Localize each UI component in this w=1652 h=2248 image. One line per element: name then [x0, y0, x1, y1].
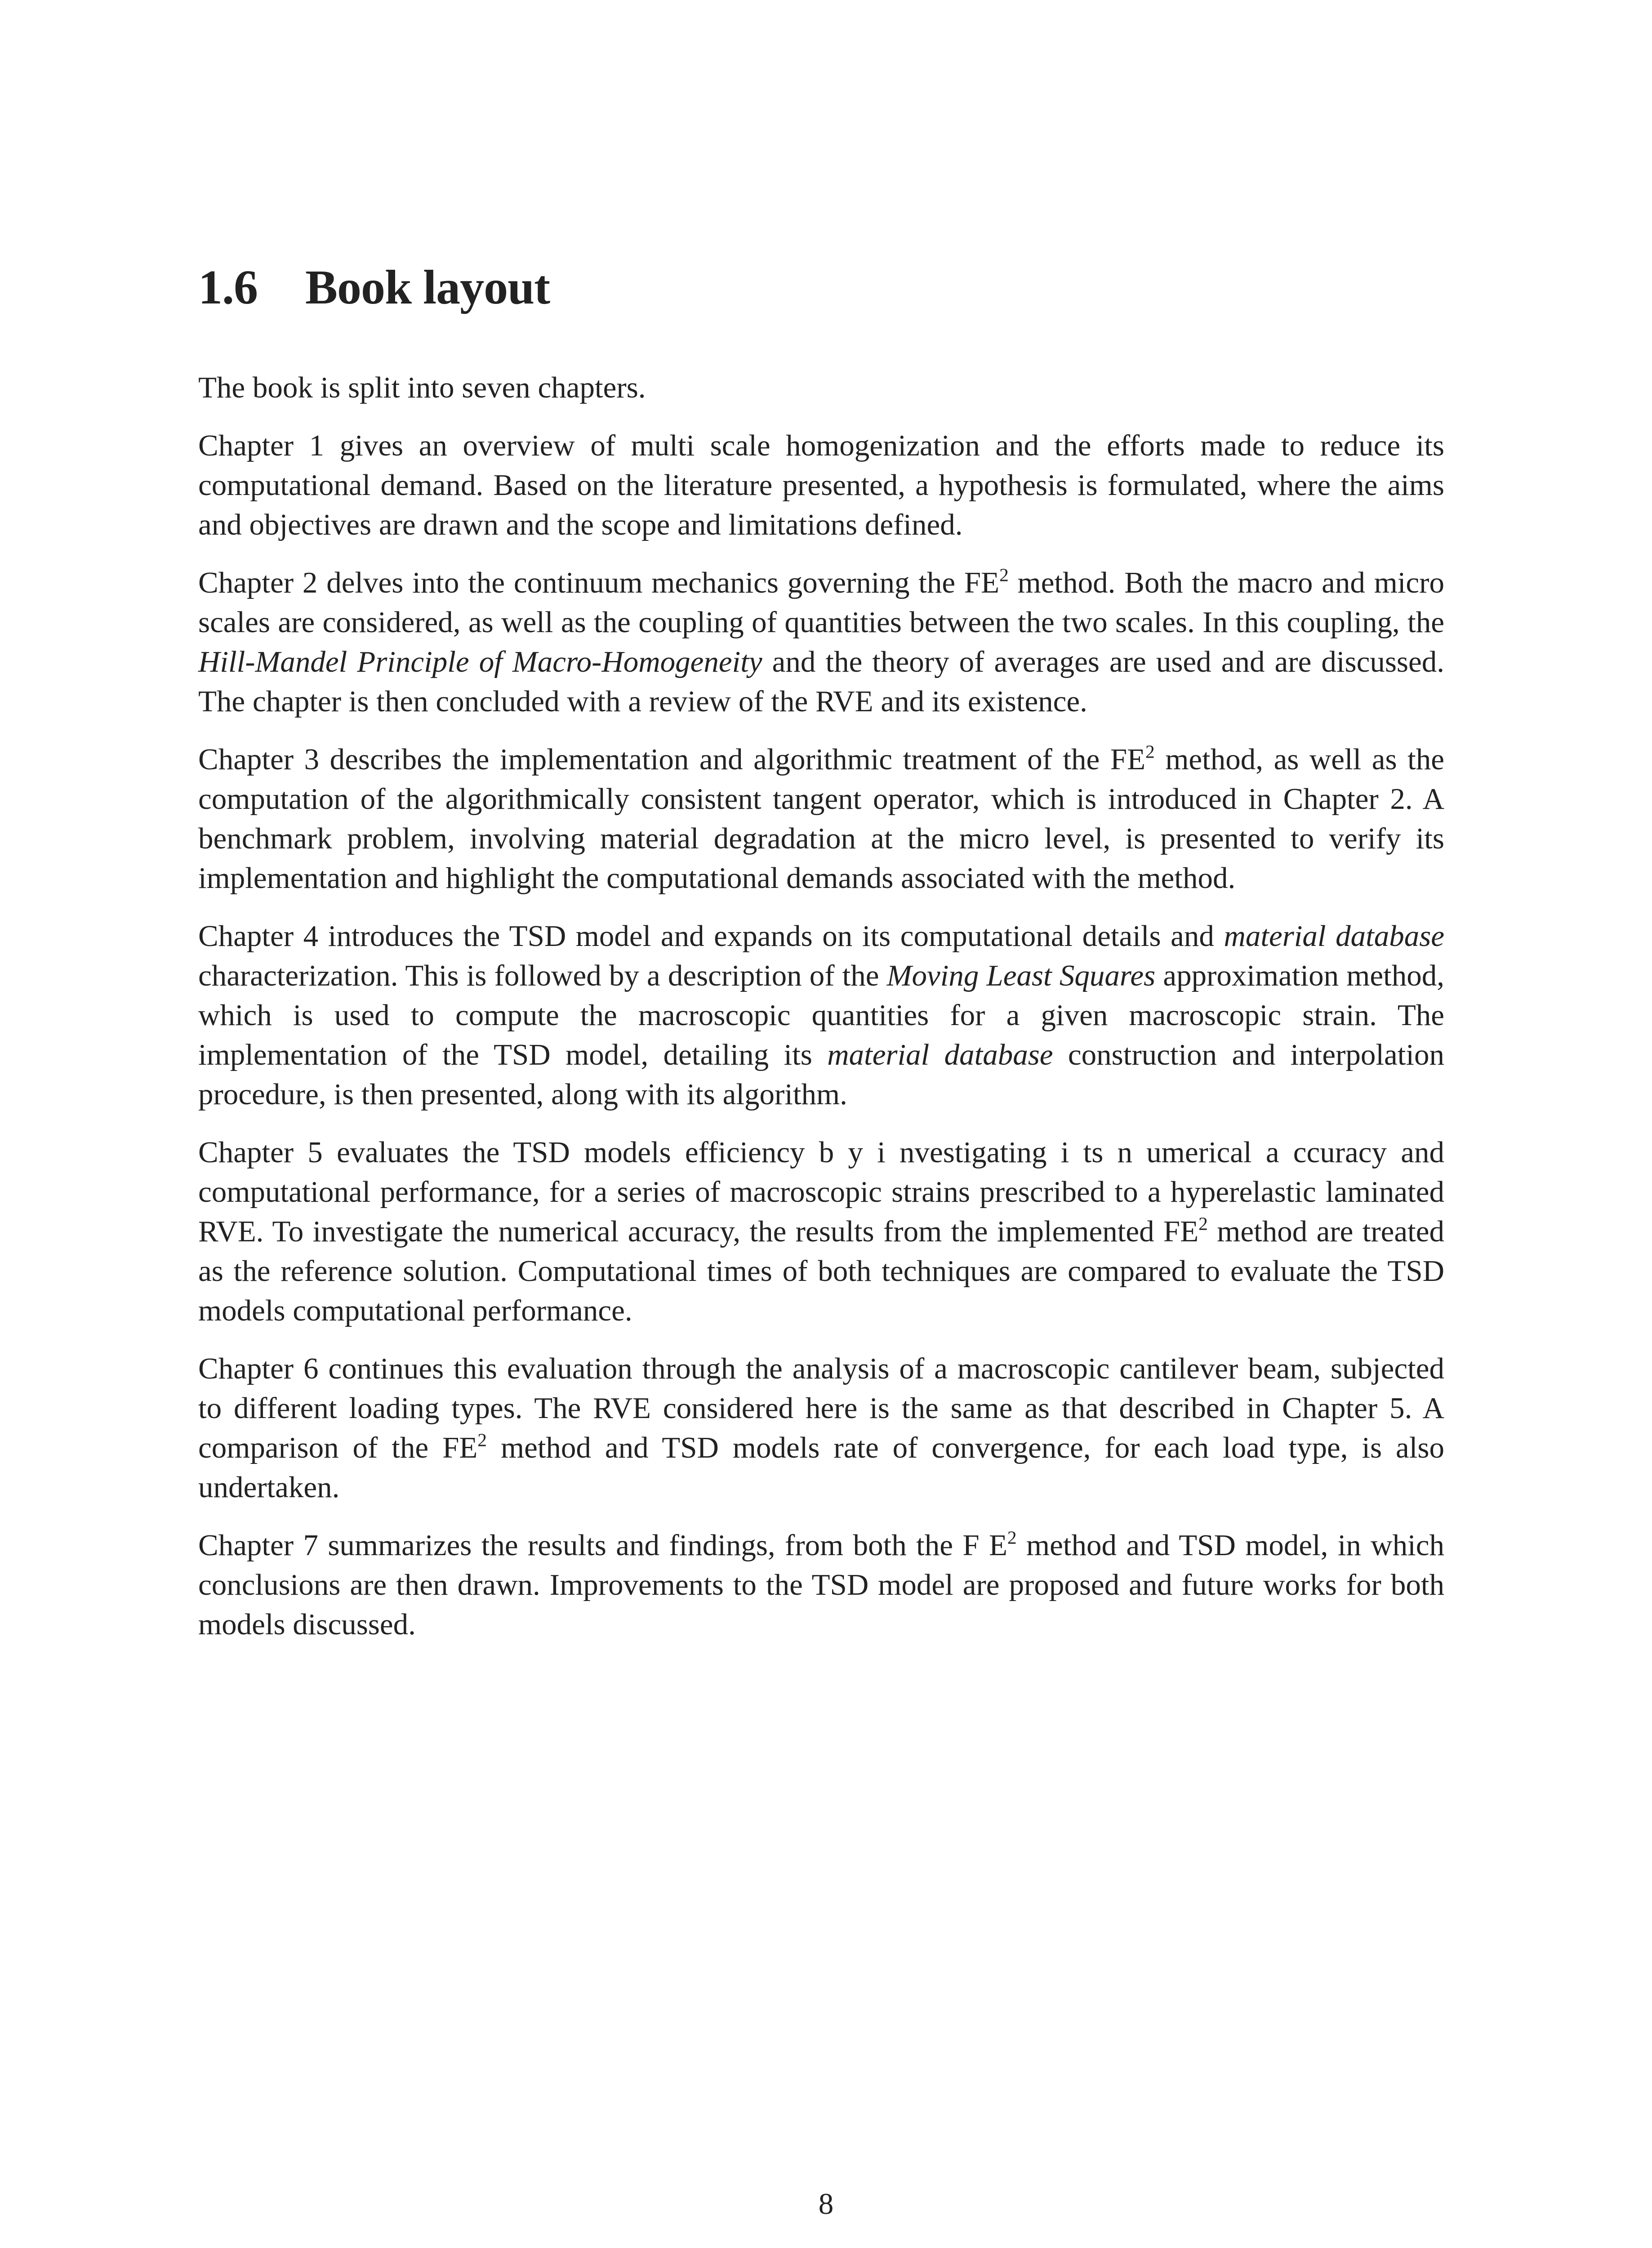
- italic-term: Hill-Mandel Principle of Macro-Homogeneity: [198, 645, 762, 678]
- paragraph-text: Chapter 3 describes the implementation and algorithmic treatment of the FE: [198, 743, 1146, 776]
- paragraph-text: Chapter 5 evaluates the TSD models efficiency b y i nvestigating i ts n umerical a ccuracy and computational performance, for a series of macroscopic strains prescribed to a hyperelastic laminated RVE. To investigate the numerical accuracy, the results from the implemented FE: [198, 1136, 1444, 1248]
- paragraph-chapter-1: [198, 426, 1444, 544]
- paragraph-chapter-2: [198, 563, 1444, 721]
- body-text: [198, 368, 1444, 1663]
- paragraph-text: method, as well as the computation of the algorithmically consistent tangent operator, which is introduced in Chapter 2. A benchmark problem, involving material degradation at the micro level, is presented to verify its implementation and highlight the computational demands associated with the method.: [198, 743, 1444, 895]
- section-number: 1.6: [198, 261, 258, 314]
- paragraph-text: Chapter 2 delves into the continuum mechanics governing the FE: [198, 566, 1000, 599]
- paragraph-text: Chapter 4 introduces the TSD model and expands on its computational details and: [198, 919, 1224, 953]
- paragraph-text: characterization. This is followed by a description of the: [198, 959, 887, 992]
- paragraph-text: construction and interpolation procedure, is then presented, along with its algorithm.: [198, 1038, 1445, 1111]
- paragraph-chapter-6: [198, 1349, 1444, 1507]
- italic-term: material database: [827, 1038, 1053, 1071]
- paragraph-text: Chapter 1 gives an overview of multi scale homogenization and the efforts made to reduce its computational demand. Based on the literature presented, a hypothesis is formulated, where the aims and objectives are drawn and the scope and limitations defined.: [198, 429, 1444, 541]
- paragraph-text: method are treated as the reference solution. Computational times of both techniques are compared to evaluate the TSD models computational performance.: [198, 1215, 1444, 1327]
- paragraph-chapter-7: [198, 1525, 1444, 1644]
- paragraph-text: method and TSD models rate of convergence, for each load type, is also undertaken.: [198, 1431, 1444, 1504]
- superscript: 2: [1198, 1213, 1208, 1234]
- paragraph-chapter-4: [198, 916, 1444, 1114]
- paragraph-chapter-5: [198, 1133, 1444, 1330]
- paragraph-text: Chapter 6 continues this evaluation through the analysis of a macroscopic cantilever beam, subjected to different loading types. The RVE considered here is the same as that described in Chapter 5. A comparison of the FE: [198, 1352, 1444, 1464]
- paragraph-text: The book is split into seven chapters.: [198, 371, 646, 404]
- paragraph-text: approximation method, which is used to compute the macroscopic quantities for a given macroscopic strain. The implementation of the TSD model, detailing its: [198, 959, 1444, 1071]
- italic-term: material database: [1224, 919, 1445, 953]
- italic-term: Moving Least Squares: [886, 959, 1156, 992]
- paragraph-text: and the theory of averages are used and are discussed. The chapter is then concluded with a review of the RVE and its existence.: [198, 645, 1444, 718]
- superscript: 2: [1145, 741, 1155, 762]
- paragraph-text: method and TSD model, in which conclusions are then drawn. Improvements to the TSD model are proposed and future works for both models discussed.: [198, 1529, 1444, 1641]
- section-title: Book layout: [305, 261, 550, 314]
- section-heading: [198, 259, 550, 317]
- paragraph-text: method. Both the macro and micro scales are considered, as well as the coupling of quantities between the two scales. In this coupling, the: [198, 566, 1444, 639]
- page-number: 8: [818, 2187, 834, 2221]
- paragraph-text: Chapter 7 summarizes the results and findings, from both the F E: [198, 1529, 1007, 1562]
- superscript: 2: [477, 1429, 487, 1450]
- paragraph-chapter-3: [198, 740, 1444, 898]
- superscript: 2: [1007, 1527, 1017, 1548]
- superscript: 2: [999, 564, 1009, 585]
- paragraph-intro: [198, 368, 1444, 407]
